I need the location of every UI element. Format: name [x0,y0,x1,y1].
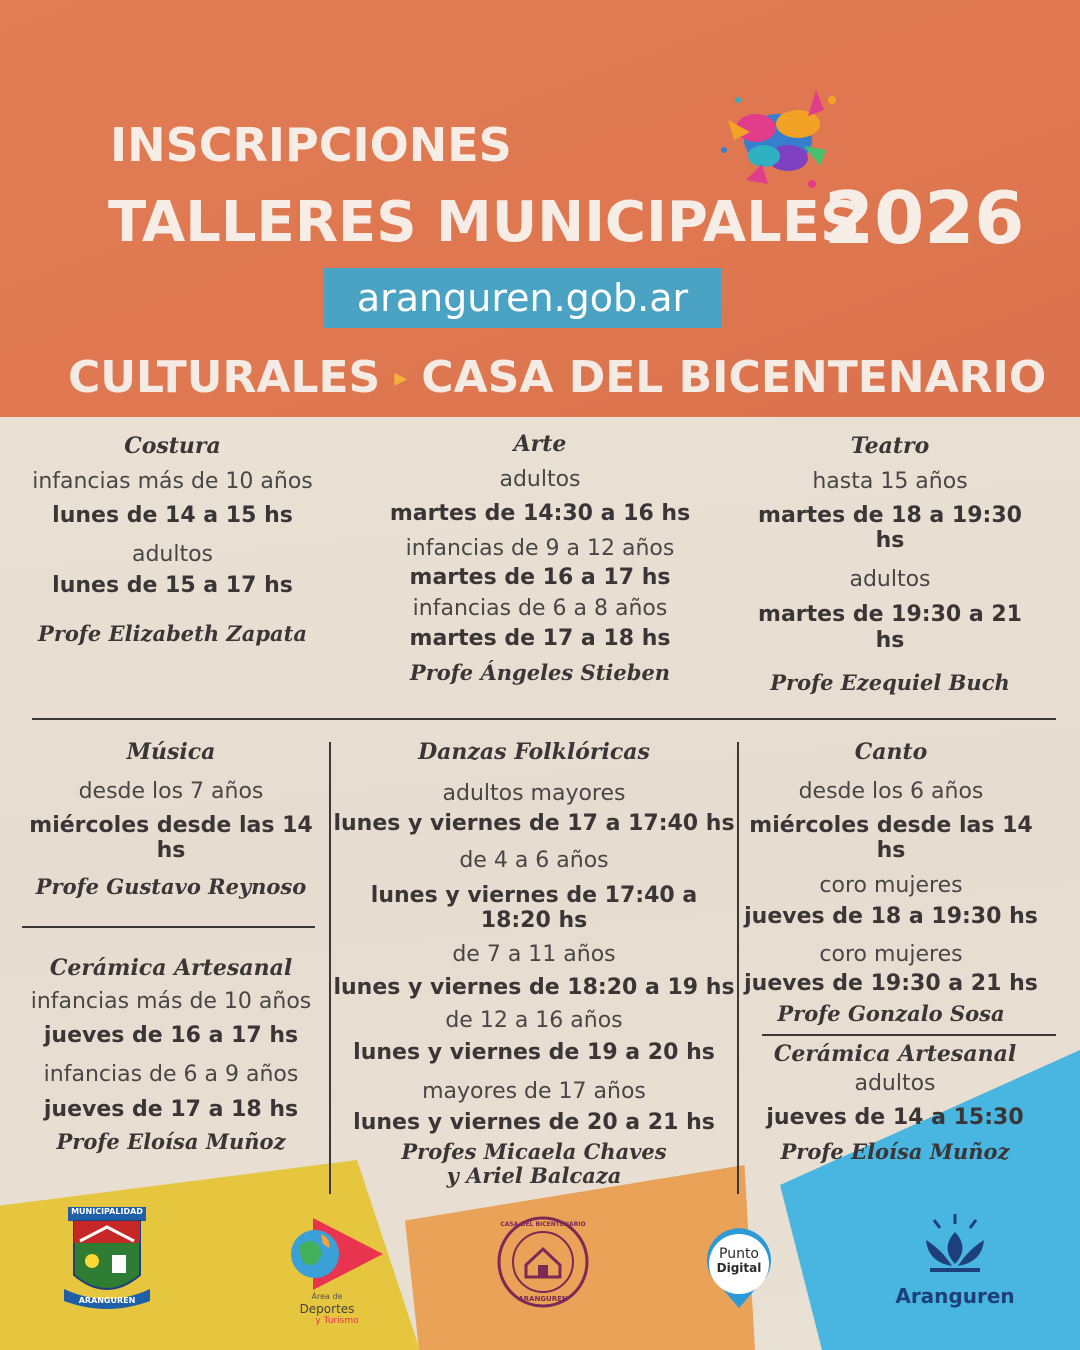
age-group: de 7 a 11 años [452,941,616,967]
age-group: coro mujeres [819,941,963,967]
schedule: jueves de 18 a 19:30 hs [744,904,1038,930]
age-group: desde los 7 años [78,779,264,805]
age-group: adultos [131,541,214,567]
workshop-arte [385,432,695,685]
schedule: lunes y viernes de 18:20 a 19 hs [333,975,735,1001]
schedule: lunes de 14 a 15 hs [52,502,293,528]
divider-horizontal [32,718,1056,720]
municipalidad-logo[interactable] [62,1205,152,1315]
triangle-arrow-icon: ▸ [394,362,408,393]
deportes-line2: Deportes [299,1302,355,1316]
schedule: lunes de 15 a 17 hs [52,573,293,599]
punto-line2: Digital [716,1261,762,1275]
age-group: mayores de 17 años [422,1078,646,1104]
aranguren-text: Aranguren [895,1284,1015,1308]
play-globe-icon [285,1212,385,1290]
workshop-title: Música [126,739,216,765]
age-group: adultos [849,567,931,593]
workshop-musica [15,740,327,899]
schedule: jueves de 16 a 17 hs [43,1022,299,1048]
website-url-box[interactable] [324,268,721,328]
schedule: martes de 17 a 18 hs [409,625,671,651]
section-right: CASA DEL BICENTENARIO [421,352,1047,403]
teacher-name: Profe Gustavo Reynoso [35,874,307,900]
schedule: lunes y viernes de 17:40 a 18:20 hs [370,883,698,934]
age-group: adultos mayores [442,781,626,807]
age-group: infancias de 6 a 9 años [43,1061,299,1087]
workshop-title: Arte [513,431,567,457]
website-url[interactable]: aranguren.gob.ar [356,276,689,320]
punto-line1: Punto [719,1246,759,1262]
divider-vertical-right [737,742,739,1194]
workshop-ceramica-infancias [15,956,327,1155]
age-group: infancias de 9 a 12 años [405,535,675,561]
teacher-name: Profe Ángeles Stieben [409,660,671,686]
teacher-name: y Ariel Balcaza [446,1162,622,1188]
age-group: hasta 15 años [812,469,968,495]
divider-vertical-left [329,742,331,1194]
workshop-ceramica-adultos [745,1042,1045,1164]
punto-digital-logo[interactable] [702,1226,776,1310]
divider-left-column [22,926,315,928]
casa-top-text: CASA DEL BICENTENARIO [500,1221,586,1228]
age-group: adultos [854,1071,936,1097]
schedule: jueves de 19:30 a 21 hs [744,971,1038,997]
workshop-danzas [333,740,735,1188]
schedule: lunes y viernes de 20 a 21 hs [353,1110,715,1136]
teacher-name: Profe Gonzalo Sosa [777,1001,1005,1027]
workshop-title: Cerámica Artesanal [49,955,293,981]
aranguren-logo[interactable] [890,1212,1020,1312]
schedule: lunes y viernes de 17 a 17:40 hs [333,810,735,836]
schedule: miércoles desde las 14 hs [29,812,313,863]
lotus-sun-icon [890,1212,1020,1282]
workshop-title: Teatro [850,433,930,459]
schedule: martes de 19:30 a 21 hs [758,602,1022,653]
age-group: infancias más de 10 años [30,989,312,1015]
muni-top-text: MUNICIPALIDAD [71,1207,143,1216]
workshop-canto [740,740,1042,1027]
section-title [68,352,1046,403]
heading-year: 2026 [824,176,1025,260]
casa-bottom-text: ARANGUREN [518,1295,568,1303]
section-left: CULTURALES [68,352,381,403]
schedule: martes de 16 a 17 hs [409,565,671,591]
workshop-title: Cerámica Artesanal [773,1041,1017,1067]
teacher-name: Profes Micaela Chaves [401,1138,667,1164]
schedule: lunes y viernes de 19 a 20 hs [353,1039,715,1065]
workshop-costura [20,434,325,647]
schedule: martes de 18 a 19:30 hs [758,502,1022,553]
age-group: infancias de 6 a 8 años [412,596,668,622]
heading-talleres: TALLERES MUNICIPALES [108,190,861,255]
heading-inscripciones: INSCRIPCIONES [110,118,512,172]
paint-splash-icon [716,80,840,198]
workshop-title: Danzas Folklóricas [418,739,650,765]
schedule: jueves de 17 a 18 hs [43,1097,299,1123]
deportes-line1: Área de [311,1292,343,1301]
workshop-title: Canto [854,739,928,765]
deportes-line3: y Turismo [315,1316,359,1326]
age-group: de 12 a 16 años [445,1008,623,1034]
workshop-title: Costura [124,433,221,459]
schedule: miércoles desde las 14 hs [749,812,1033,863]
schedule: jueves de 14 a 15:30 [766,1104,1024,1130]
deportes-logo[interactable] [285,1212,385,1330]
age-group: infancias más de 10 años [32,469,313,495]
teacher-name: Profe Eloísa Muñoz [780,1138,1010,1164]
age-group: de 4 a 6 años [459,847,609,873]
casa-bicentenario-logo[interactable] [496,1215,590,1309]
schedule: martes de 14:30 a 16 hs [389,500,691,526]
teacher-name: Profe Eloísa Muñoz [56,1129,286,1155]
muni-bottom-text: ARANGUREN [78,1296,136,1305]
age-group: adultos [499,467,581,493]
age-group: desde los 6 años [798,779,984,805]
teacher-name: Profe Elizabeth Zapata [38,621,307,647]
workshop-teatro [740,434,1040,695]
age-group: coro mujeres [819,873,963,899]
divider-right-column [762,1034,1056,1036]
teacher-name: Profe Ezequiel Buch [770,670,1010,696]
